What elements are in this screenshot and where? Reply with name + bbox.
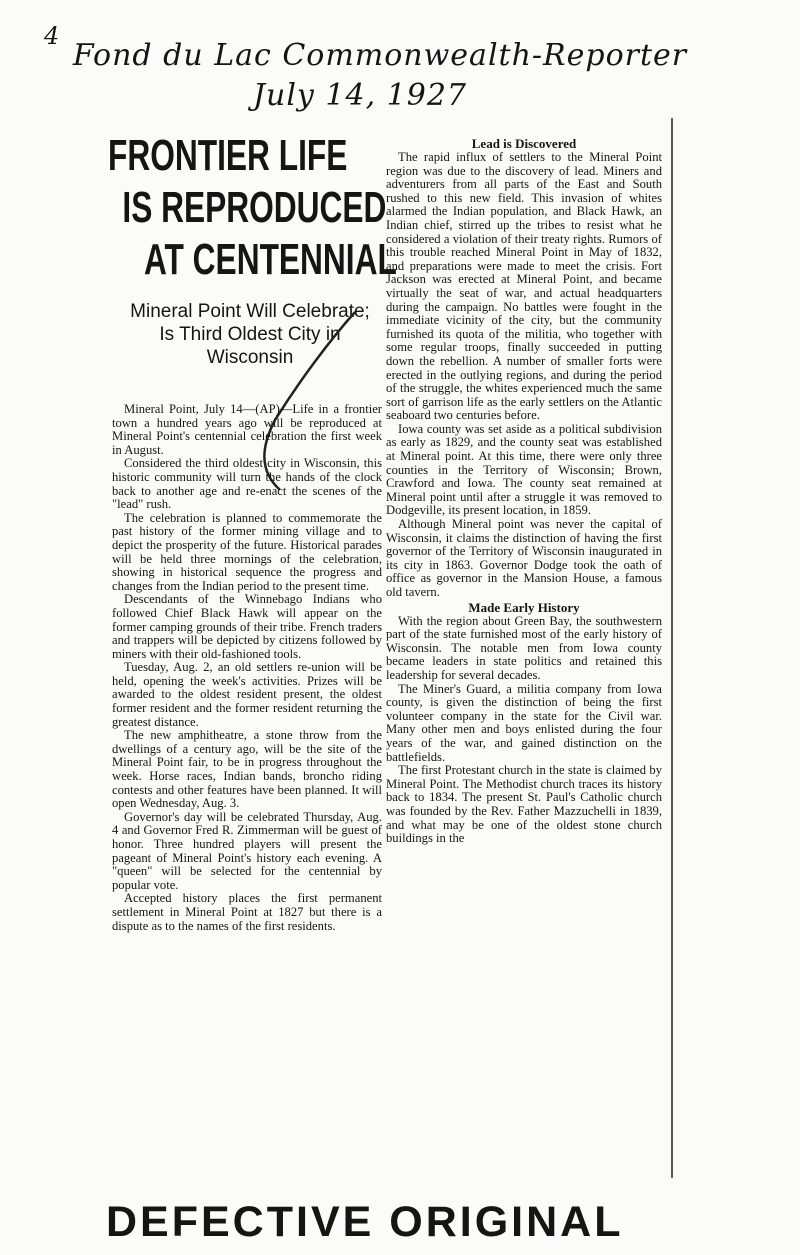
paragraph: Descendants of the Winnebago Indians who followed Chief Black Hawk will appear on the former camping grounds of their tribe. French traders and trappers will be depicted by citizens followed by miners with their old-fashioned tools. — [112, 592, 382, 661]
paragraph: Mineral Point, July 14—(AP)—Life in a frontier town a hundred years ago will be reproduced at Mineral Point's centennial celebration the first week in August. — [112, 402, 382, 457]
page-number: 4 — [44, 22, 60, 50]
headline-line: IS REPRODUCED — [122, 183, 387, 232]
section-heading: Lead is Discovered — [471, 136, 577, 151]
article-column-2 — [386, 136, 662, 846]
headline-line: FRONTIER LIFE — [108, 131, 348, 180]
paragraph: The new amphitheatre, a stone throw from the dwellings of a century ago, will be the site of the Mineral Point fair, to be in progress throughout the week. Horse races, Indian bands, broncho riding contests and other features have been planned. It will open Wednesday, Aug. 3. — [112, 728, 382, 811]
paragraph: With the region about Green Bay, the southwestern part of the state furnished most of the early history of Wisconsin. The notable men from Iowa county became leaders in state politics and retained this leadership for several decades. — [386, 613, 662, 682]
subheadline-line: Mineral Point Will Celebrate; — [130, 301, 370, 322]
handwritten-source: Fond du Lac Commonwealth-Reporter — [72, 38, 688, 73]
paragraph: Iowa county was set aside as a political subdivision as early as 1829, and the county seat was established at Mineral point. At this time, there were only three counties in the Territory of Wisconsin; Brown, Crawford and Iowa. The county seat remained at Mineral point until after a struggle it was removed to Dodgeville, its present location, in 1859. — [386, 421, 662, 518]
paragraph: The first Protestant church in the state is claimed by Mineral Point. The Methodist church traces its history back to 1834. The present St. Paul's Catholic church was founded by the Rev. Father Mazzuchelli in 1839, and what may be one of the oldest stone church buildings in the — [386, 763, 662, 846]
paragraph: Governor's day will be celebrated Thursday, Aug. 4 and Governor Fred R. Zimmerman will be guest of honor. Three hundred players will present the pageant of Mineral Point's history each evening. A "queen" will be selected for the centennial by popular vote. — [112, 809, 382, 892]
paragraph: The Miner's Guard, a militia company from Iowa county, is given the distinction of being the first volunteer company in the state for the Civil war. Many other men and boys enlisted during the four years of the war, and gained distinction on the battlefields. — [386, 681, 662, 764]
subheadline-line: Is Third Oldest City in — [159, 324, 341, 345]
headline-line: AT CENTENNIAL — [144, 235, 397, 284]
paragraph: The rapid influx of settlers to the Mineral Point region was due to the discovery of lead. Miners and adventurers from all parts of the East and South rushed to this new field. This invasion of whites alarmed the Indian population, and Black Hawk, an Indian chief, stirred up the tribes to resist what he considered a violation of their treaty rights. Rumors of this trouble reached Mineral Point in May of 1832, and preparations were made to meet the crisis. Fort Jackson was erected at Mineral Point, and became virtually the seat of war, and actual headquarters during the campaign. No battles were fought in the immediate vicinity of the city, but the community furnished its quota of the militia, who together with some regular troops, finally succeeded in putting down the rebellion. A number of smaller forts were erected in the outlying regions, and during the period of the struggle, the whites experienced much the same sort of garrison life as the early settlers on the Atlantic seaboard two centuries before. — [386, 150, 662, 423]
subheadline-line: Wisconsin — [206, 347, 294, 368]
handwritten-date: July 14, 1927 — [252, 78, 468, 113]
paragraph: Considered the third oldest city in Wisconsin, this historic community will turn the hands of the clock back to another age and re-enact the scenes of the "lead" rush. — [112, 456, 382, 512]
paragraph: Tuesday, Aug. 2, an old settlers re-union will be held, opening the week's activities. Prizes will be awarded to the oldest resident present, the oldest former resident and the former resident returning the greatest distance. — [112, 660, 382, 729]
paragraph: The celebration is planned to commemorate the past history of the former mining village and to depict the prosperity of the future. Historical parades will be held three mornings of the celebration, showing in historical sequence the progress and changes from the Indian period to the present time. — [112, 510, 382, 593]
paragraph: Although Mineral point was never the capital of Wisconsin, it claims the distinction of having the first governor of the Territory of Wisconsin inaugurated in its city in 1863. Governor Dodge took the oath of office as governor in the Mansion House, a famous old tavern. — [386, 517, 662, 599]
article-column-1 — [112, 403, 382, 933]
paragraph: Accepted history places the first permanent settlement in Mineral Point at 1827 but there is a dispute as to the names of the first residents. — [112, 891, 382, 933]
section-heading: Made Early History — [468, 599, 580, 615]
defective-original-stamp: DEFECTIVE ORIGINAL — [106, 1198, 624, 1246]
